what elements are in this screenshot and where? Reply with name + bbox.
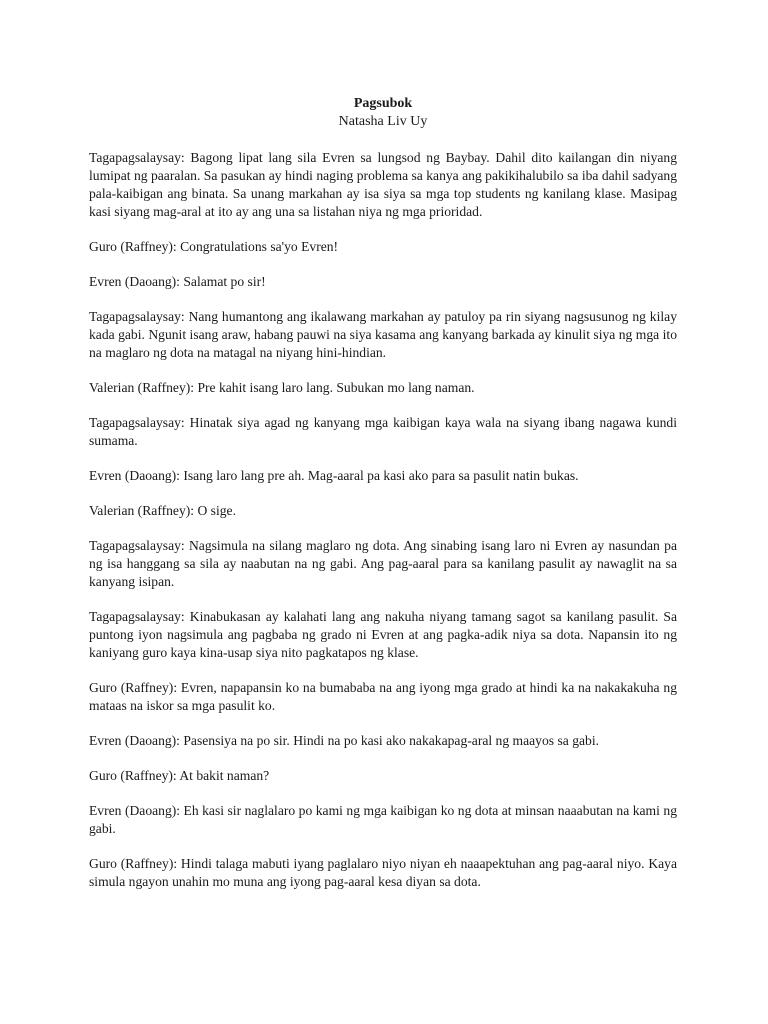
- script-paragraph: Tagapagsalaysay: Hinatak siya agad ng kanyang mga kaibigan kaya wala na siyang ibang nagawa kundi sumama.: [89, 415, 677, 448]
- script-paragraph: Valerian (Raffney): Pre kahit isang laro lang. Subukan mo lang naman.: [89, 380, 475, 395]
- script-paragraph: Valerian (Raffney): O sige.: [89, 503, 236, 518]
- document-page: [89, 95, 677, 908]
- script-paragraph: Guro (Raffney): Congratulations sa'yo Evren!: [89, 239, 339, 254]
- script-paragraph: Evren (Daoang): Isang laro lang pre ah. Mag-aaral pa kasi ako para sa pasulit natin bukas.: [89, 468, 579, 483]
- document-title: Pagsubok: [353, 96, 413, 111]
- script-paragraph: Guro (Raffney): Hindi talaga mabuti iyang paglalaro niyo niyan eh naaapektuhan ang pag-aaral niyo. Kaya simula ngayon unahin mo muna ang iyong pag-aaral kesa diyan sa dota.: [89, 856, 677, 889]
- script-paragraph: Tagapagsalaysay: Nagsimula na silang maglaro ng dota. Ang sinabing isang laro ni Evren ay nasundan pa ng isa hanggang sa sila ay naabutan na ng gabi. Ang pag-aaral para sa kanilang pasulit ay nawaglit na sa kanyang isipan.: [89, 538, 677, 589]
- script-paragraph: Tagapagsalaysay: Bagong lipat lang sila Evren sa lungsod ng Baybay. Dahil dito kailangan din niyang lumipat ng paaralan. Sa pasukan ay hindi naging problema sa kanya ang pakikihalubilo sa iba dahil sadyang pala-kaibigan ang binata. Sa unang markahan ay isa siya sa mga top students ng kanilang klase. Masipag kasi siyang mag-aral at ito ay ang una sa listahan niya ng mga prioridad.: [89, 150, 677, 219]
- script-paragraph: Guro (Raffney): Evren, napapansin ko na bumababa na ang iyong mga grado at hindi ka na nakakakuha ng mataas na iskor sa mga pasulit ko.: [89, 680, 677, 713]
- script-body: [89, 149, 677, 891]
- document-author: Natasha Liv Uy: [338, 114, 428, 129]
- script-paragraph: Evren (Daoang): Salamat po sir!: [89, 274, 266, 289]
- script-paragraph: Guro (Raffney): At bakit naman?: [89, 768, 270, 783]
- script-paragraph: Evren (Daoang): Eh kasi sir naglalaro po kami ng mga kaibigan ko ng dota at minsan naaabutan na kami ng gabi.: [89, 803, 677, 836]
- script-paragraph: Tagapagsalaysay: Kinabukasan ay kalahati lang ang nakuha niyang tamang sagot sa kanilang pasulit. Sa puntong iyon nagsimula ang pagbaba ng grado ni Evren at ang pagka-adik niya sa dota. Napansin ito ng kaniyang guro kaya kina-usap siya nito pagkatapos ng klase.: [89, 609, 677, 660]
- script-paragraph: Evren (Daoang): Pasensiya na po sir. Hindi na po kasi ako nakakapag-aral ng maayos sa gabi.: [89, 733, 599, 748]
- script-paragraph: Tagapagsalaysay: Nang humantong ang ikalawang markahan ay patuloy pa rin siyang nagsusunog ng kilay kada gabi. Ngunit isang araw, habang pauwi na siya kasama ang kanyang barkada ay kinulit siya ng mga ito na maglaro ng dota na matagal na niyang hini-hindian.: [89, 309, 677, 360]
